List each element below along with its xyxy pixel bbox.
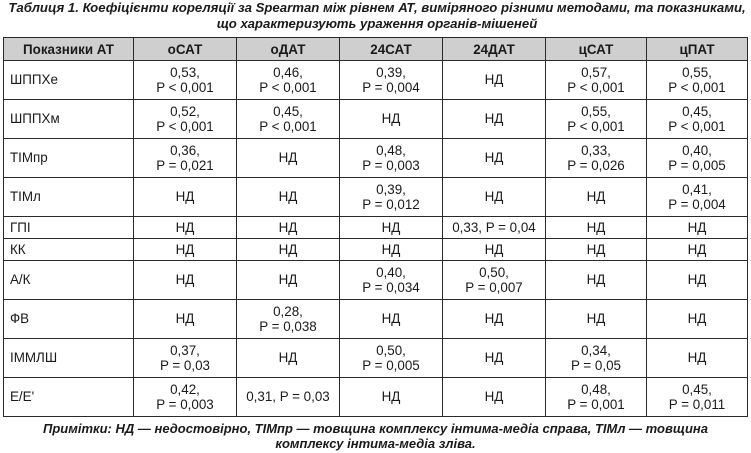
- table-cell: [546, 217, 647, 239]
- cell-line: 0,31, P = 0,03: [246, 389, 330, 405]
- table-cell: [647, 100, 748, 139]
- cell-line: 0,42,: [170, 381, 200, 397]
- table-cell: [443, 100, 546, 139]
- cell-line: НД: [175, 311, 195, 327]
- table-cell: [134, 61, 237, 100]
- table-cell: [134, 139, 237, 178]
- table-cell: [443, 61, 546, 100]
- cell-line: P < 0,001: [668, 80, 726, 95]
- table-cell: [443, 339, 546, 378]
- cell-line: 0,39,: [376, 64, 406, 80]
- cell-line: НД: [687, 350, 707, 366]
- cell-line: P = 0,003: [156, 397, 214, 412]
- table-caption: [8, 0, 746, 32]
- caption-label: Таблиця 1.: [8, 0, 79, 15]
- cell-line: P = 0,03: [159, 358, 210, 373]
- cell-line: НД: [586, 272, 606, 288]
- header-cell: 24САТ: [340, 38, 443, 61]
- cell-line: НД: [586, 311, 606, 327]
- cell-line: P < 0,001: [567, 119, 625, 134]
- table-cell: [134, 239, 237, 261]
- table-cell: [546, 178, 647, 217]
- cell-line: 0,33, P = 0,04: [452, 219, 536, 235]
- cell-line: НД: [586, 241, 606, 257]
- cell-line: НД: [484, 111, 504, 127]
- cell-line: 0,34,: [581, 342, 611, 358]
- cell-line: 0,45,: [273, 103, 303, 119]
- table-cell: [647, 178, 748, 217]
- cell-line: 0,55,: [682, 64, 712, 80]
- cell-line: 0,37,: [170, 342, 200, 358]
- table-cell: [647, 261, 748, 300]
- cell-line: НД: [484, 189, 504, 205]
- table-cell: [237, 339, 340, 378]
- cell-line: P < 0,001: [259, 119, 317, 134]
- table-cell: [237, 100, 340, 139]
- cell-line: НД: [484, 150, 504, 166]
- table-cell: [237, 178, 340, 217]
- table-cell: [546, 61, 647, 100]
- table-cell: [546, 100, 647, 139]
- cell-line: НД: [381, 241, 401, 257]
- table-cell: [546, 261, 647, 300]
- row-label: ТІМпр: [4, 139, 134, 178]
- table-cell: [546, 378, 647, 417]
- table-cell: [443, 378, 546, 417]
- table-cell: [340, 100, 443, 139]
- cell-line: P = 0,007: [465, 280, 523, 295]
- table-cell: [340, 61, 443, 100]
- cell-line: 0,40,: [682, 142, 712, 158]
- cell-line: НД: [278, 241, 298, 257]
- table-row: [4, 239, 748, 261]
- cell-line: 0,33,: [581, 142, 611, 158]
- row-label: ФВ: [4, 300, 134, 339]
- table-cell: [546, 339, 647, 378]
- cell-line: 0,53,: [170, 64, 200, 80]
- cell-line: P < 0,001: [156, 80, 214, 95]
- cell-line: НД: [687, 241, 707, 257]
- table-cell: [443, 139, 546, 178]
- cell-line: 0,45,: [682, 103, 712, 119]
- cell-line: P = 0,005: [668, 158, 726, 173]
- cell-line: P = 0,021: [156, 158, 214, 173]
- table-row: [4, 139, 748, 178]
- cell-line: P = 0,003: [362, 158, 420, 173]
- table-row: [4, 217, 748, 239]
- cell-line: НД: [484, 241, 504, 257]
- cell-line: 0,45,: [682, 381, 712, 397]
- table-cell: [647, 378, 748, 417]
- correlation-table: [3, 37, 748, 417]
- cell-line: P = 0,026: [567, 158, 625, 173]
- table-row: [4, 261, 748, 300]
- cell-line: P = 0,034: [362, 280, 420, 295]
- cell-line: НД: [586, 189, 606, 205]
- cell-line: НД: [381, 111, 401, 127]
- table-row: [4, 378, 748, 417]
- table-cell: [647, 61, 748, 100]
- table-cell: [237, 217, 340, 239]
- cell-line: НД: [687, 272, 707, 288]
- row-label: ТІМл: [4, 178, 134, 217]
- cell-line: НД: [175, 219, 195, 235]
- cell-line: 0,57,: [581, 64, 611, 80]
- table-row: [4, 178, 748, 217]
- table-cell: [546, 239, 647, 261]
- header-cell: цСАТ: [546, 38, 647, 61]
- cell-line: P = 0,05: [570, 358, 621, 373]
- header-cell: 24ДАТ: [443, 38, 546, 61]
- table-row: [4, 61, 748, 100]
- table-body: [4, 61, 748, 417]
- table-cell: [134, 100, 237, 139]
- table-row: [4, 300, 748, 339]
- cell-line: P = 0,004: [362, 80, 420, 95]
- cell-line: P = 0,038: [259, 319, 317, 334]
- cell-line: НД: [484, 350, 504, 366]
- cell-line: 0,50,: [376, 342, 406, 358]
- table-cell: [237, 139, 340, 178]
- table-cell: [237, 261, 340, 300]
- cell-line: НД: [381, 219, 401, 235]
- row-label: ШППХм: [4, 100, 134, 139]
- cell-line: НД: [278, 150, 298, 166]
- cell-line: P = 0,005: [362, 358, 420, 373]
- cell-line: P < 0,001: [156, 119, 214, 134]
- table-note: Примітки: НД — недостовірно, ТІМпр — товщина комплексу інтима-медіа справа, ТІМл — товщина комплексу інтима-медіа зліва.: [42, 421, 709, 451]
- table-header-row: [4, 38, 748, 61]
- cell-line: P < 0,001: [259, 80, 317, 95]
- table-cell: [546, 300, 647, 339]
- cell-line: НД: [175, 189, 195, 205]
- table-cell: [237, 239, 340, 261]
- table-cell: [647, 217, 748, 239]
- table-row: [4, 339, 748, 378]
- cell-line: НД: [484, 72, 504, 88]
- table-cell: [340, 178, 443, 217]
- cell-line: НД: [175, 241, 195, 257]
- cell-line: P = 0,004: [668, 197, 726, 212]
- table-cell: [340, 339, 443, 378]
- table-cell: [134, 339, 237, 378]
- table-cell: [237, 61, 340, 100]
- cell-line: 0,48,: [581, 381, 611, 397]
- table-cell: [134, 378, 237, 417]
- cell-line: НД: [381, 311, 401, 327]
- table-cell: [237, 378, 340, 417]
- cell-line: P < 0,001: [668, 119, 726, 134]
- cell-line: P = 0,012: [362, 197, 420, 212]
- cell-line: 0,39,: [376, 181, 406, 197]
- header-cell: оСАТ: [134, 38, 237, 61]
- cell-line: НД: [484, 389, 504, 405]
- cell-line: НД: [484, 311, 504, 327]
- cell-line: НД: [278, 219, 298, 235]
- table-cell: [134, 178, 237, 217]
- table-cell: [647, 300, 748, 339]
- cell-line: 0,36,: [170, 142, 200, 158]
- table-cell: [134, 300, 237, 339]
- header-cell: оДАТ: [237, 38, 340, 61]
- table-cell: [340, 239, 443, 261]
- table-cell: [443, 178, 546, 217]
- table-cell: [647, 339, 748, 378]
- cell-line: 0,40,: [376, 264, 406, 280]
- cell-line: P = 0,011: [668, 397, 726, 412]
- cell-line: P < 0,001: [567, 80, 625, 95]
- header-cell: Показники АТ: [4, 38, 134, 61]
- table-cell: [134, 217, 237, 239]
- cell-line: P = 0,001: [567, 397, 625, 412]
- table-cell: [340, 139, 443, 178]
- cell-line: НД: [278, 272, 298, 288]
- cell-line: НД: [586, 219, 606, 235]
- header-cell: цПАТ: [647, 38, 748, 61]
- caption-text: Коефіцієнти кореляції за Spearman між рівнем АТ, виміряного різними методами, та показниками, що характеризують ураження органів-мішеней: [82, 0, 746, 31]
- table-cell: [443, 239, 546, 261]
- cell-line: 0,28,: [273, 303, 303, 319]
- cell-line: 0,48,: [376, 142, 406, 158]
- cell-line: НД: [687, 219, 707, 235]
- table-cell: [340, 217, 443, 239]
- row-label: ГПІ: [4, 217, 134, 239]
- table-cell: [340, 378, 443, 417]
- table-cell: [546, 139, 647, 178]
- table-cell: [647, 239, 748, 261]
- row-label: ШППХе: [4, 61, 134, 100]
- table-cell: [443, 217, 546, 239]
- cell-line: НД: [278, 350, 298, 366]
- row-label: ІММЛШ: [4, 339, 134, 378]
- cell-line: НД: [278, 189, 298, 205]
- table-cell: [134, 261, 237, 300]
- cell-line: 0,52,: [170, 103, 200, 119]
- row-label: КК: [4, 239, 134, 261]
- cell-line: 0,55,: [581, 103, 611, 119]
- table-cell: [340, 300, 443, 339]
- table-cell: [237, 300, 340, 339]
- cell-line: 0,46,: [273, 64, 303, 80]
- cell-line: НД: [687, 311, 707, 327]
- table-row: [4, 100, 748, 139]
- cell-line: 0,50,: [479, 264, 509, 280]
- table-cell: [340, 261, 443, 300]
- row-label: E/E': [4, 378, 134, 417]
- row-label: А/К: [4, 261, 134, 300]
- cell-line: НД: [381, 389, 401, 405]
- table-cell: [647, 139, 748, 178]
- table-cell: [443, 300, 546, 339]
- table-cell: [443, 261, 546, 300]
- cell-line: 0,41,: [682, 181, 712, 197]
- cell-line: НД: [175, 272, 195, 288]
